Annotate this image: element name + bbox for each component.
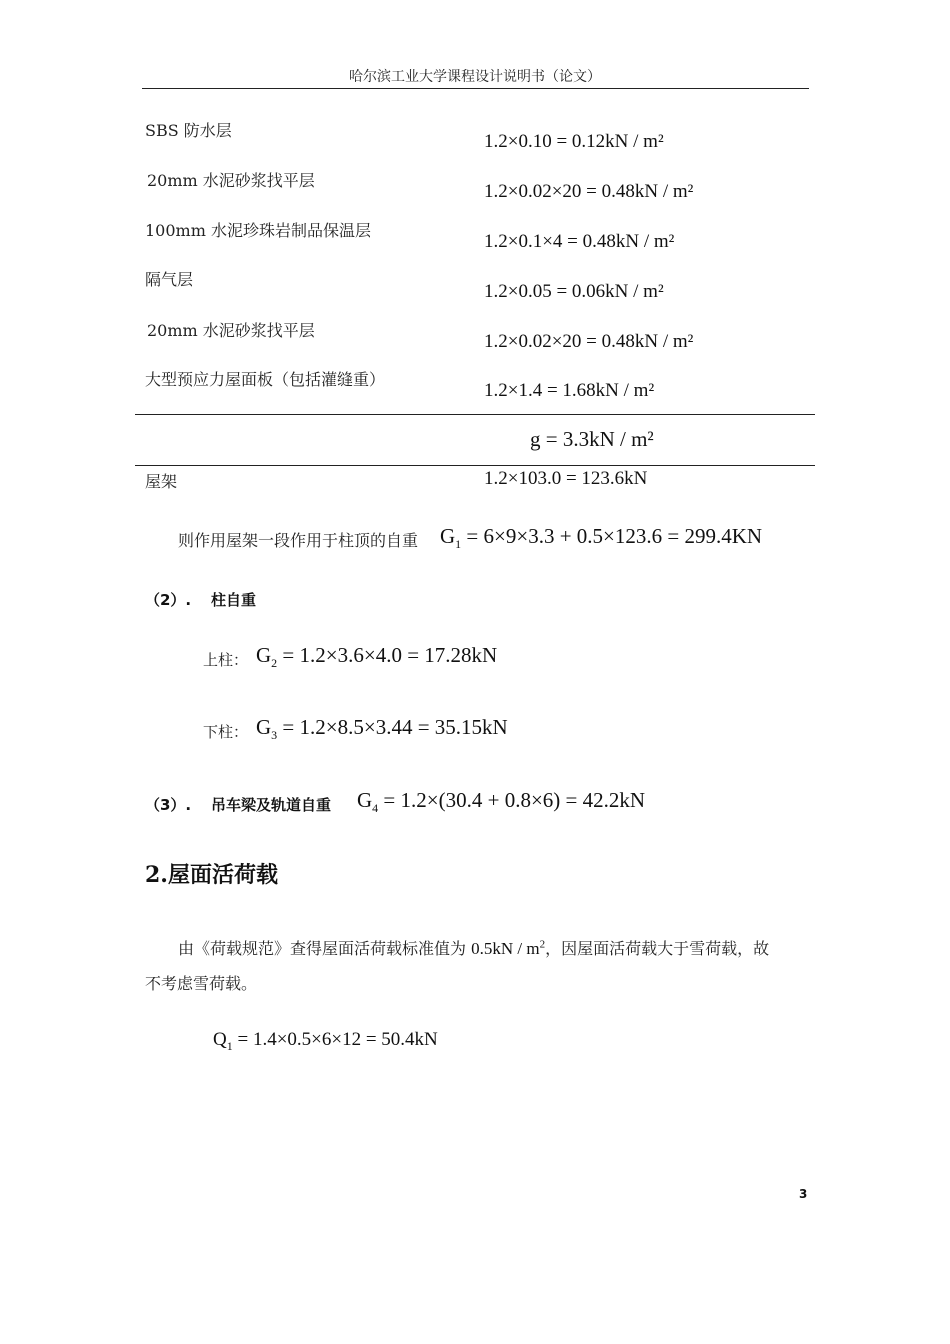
page-number: 3 (799, 1187, 808, 1201)
load-formula-roof-panel: 1.2×1.4 = 1.68kN / m² (484, 380, 655, 401)
section-2-number: （2）. (145, 591, 192, 609)
upper-column-label: 上柱： (203, 651, 249, 669)
truss-weight-formula: $G_1 = 6\times 9\times 3.3 + 0.5\times 123.6 = 299.4KN$ (440, 524, 763, 552)
live-load-paragraph-line-2: 不考虑雪荷载。 (145, 974, 258, 993)
load-formula-vapor-barrier: 1.2×0.05 = 0.06kN / m² (484, 281, 664, 302)
section-2-heading: 柱自重 (211, 591, 257, 609)
lower-column-label: 下柱： (203, 723, 249, 741)
upper-column-formula: $G_2 = 1.2\times 3.6\times 4.0 = 17.28kN$ (256, 643, 498, 671)
load-formula-screed-2: 1.2×0.02×20 = 0.48kN / m² (484, 331, 694, 352)
load-label-screed-2: 20mm 水泥砂浆找平层 (147, 321, 315, 340)
load-label-sbs: SBS 防水层 (145, 121, 232, 140)
live-load-formula: $Q_1 = 1.4\times 0.5\times 6\times 12 = 50.4kN$ (213, 1029, 438, 1053)
page-header: 哈尔滨工业大学课程设计说明书（论文） (349, 69, 601, 85)
load-total: g = 3.3kN / m² (530, 427, 654, 451)
load-formula-screed-1: 1.2×0.02×20 = 0.48kN / m² (484, 181, 694, 202)
load-formula-insulation: 1.2×0.1×4 = 0.48kN / m² (484, 231, 675, 252)
truss-formula: 1.2×103.0 = 123.6kN (484, 468, 648, 489)
truss-weight-text: 则作用屋架一段作用于柱顶的自重 (178, 531, 419, 550)
header-rule (142, 88, 809, 89)
truss-label: 屋架 (145, 472, 178, 491)
load-label-vapor-barrier: 隔气层 (145, 270, 194, 289)
section-3-heading: 吊车梁及轨道自重 (211, 796, 332, 814)
table-rule-top (135, 414, 815, 415)
section-live-load-heading: 2.屋面活荷载 (145, 862, 278, 888)
table-rule-bottom (135, 465, 815, 466)
load-label-screed-1: 20mm 水泥砂浆找平层 (147, 171, 315, 190)
load-label-roof-panel: 大型预应力屋面板（包括灌缝重） (145, 370, 386, 389)
live-load-paragraph-line-1: 由《荷载规范》查得屋面活荷载标准值为 $0.5kN / m^2$，因屋面活荷载大于雪荷载，故 (178, 938, 770, 958)
load-formula-sbs: 1.2×0.10 = 0.12kN / m² (484, 131, 664, 152)
lower-column-formula: $G_3 = 1.2\times 8.5\times 3.44 = 35.15kN$ (256, 715, 508, 743)
crane-beam-formula: $G_4 = 1.2\times(30.4 + 0.8\times 6) = 42.2kN$ (357, 788, 646, 816)
load-label-insulation: 100mm 水泥珍珠岩制品保温层 (145, 221, 371, 240)
section-3-number: （3）. (145, 796, 192, 814)
